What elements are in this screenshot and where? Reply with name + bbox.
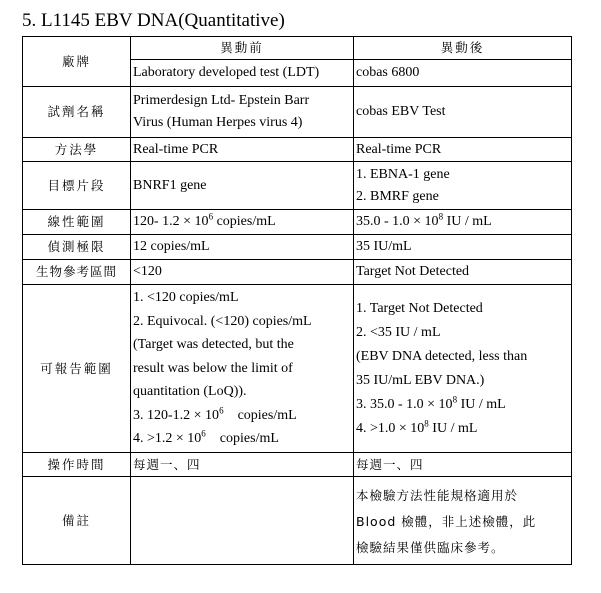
note-before [131, 477, 354, 565]
target-before: BNRF1 gene [131, 162, 354, 210]
exponent: 6 [219, 405, 224, 416]
note-after-line-3: 檢驗結果僅供臨床參考。 [356, 540, 505, 555]
schedule-before: 每週一、四 [131, 453, 354, 477]
row-label-note: 備註 [23, 477, 131, 565]
report-before-line-2: 2. Equivocal. (<120) copies/mL [133, 313, 312, 329]
row-label-brand: 廠牌 [23, 37, 131, 87]
report-after-line-3: (EBV DNA detected, less than [356, 348, 528, 364]
comparison-table [22, 36, 572, 565]
report-after-line-2: 2. <35 IU / mL [356, 324, 441, 340]
row-label-method: 方法學 [23, 138, 131, 162]
report-before-line-5: quantitation (LoQ)). [133, 384, 247, 400]
report-before-line-6: 3. $120-1.2 \times 10^6$ copies/mL [133, 405, 297, 423]
ref-after: Target Not Detected [354, 260, 572, 285]
report-after [354, 285, 572, 453]
report-after-line-4: 35 IU/mL EBV DNA.) [356, 372, 485, 388]
reagent-before-line-2: Virus (Human Herpes virus 4) [133, 115, 303, 130]
table-row-brand [23, 37, 572, 60]
exponent: 8 [424, 417, 429, 428]
linear-before: 120- $1.2 \times 10^6$ copies/mL [131, 210, 354, 235]
column-header-after: 異動後 [354, 37, 572, 60]
target-after-line-1: 1. EBNA-1 gene [356, 166, 450, 182]
reagent-after: cobas EBV Test [354, 87, 572, 138]
document-title: 5. L1145 EBV DNA(Quantitative) [22, 10, 285, 31]
table-row-note [23, 477, 572, 565]
row-label-ref: 生物參考區間 [23, 260, 131, 285]
table-row-reagent [23, 87, 572, 138]
table-row-schedule [23, 453, 572, 477]
column-header-before: 異動前 [131, 37, 354, 60]
row-label-reagent: 試劑名稱 [23, 87, 131, 138]
exponent: 8 [452, 393, 458, 404]
report-before-line-1: 1. <120 copies/mL [133, 290, 239, 306]
report-after-line-5: 3. $35.0 - 1.0 \times 10^8$ IU / mL [356, 393, 506, 412]
report-after-line-1: 1. Target Not Detected [356, 300, 483, 316]
reagent-before-line-1: Primerdesign Ltd- Epstein Barr [133, 93, 310, 108]
reagent-before [131, 87, 354, 138]
table-row-ref [23, 260, 572, 285]
method-before: Real-time PCR [131, 138, 354, 162]
table-row-lod [23, 235, 572, 260]
report-before-line-4: result was below the limit of [133, 360, 293, 376]
report-after-line-6: 4. $>1.0 \times 10^8$ IU / mL [356, 417, 478, 436]
brand-before: Laboratory developed test (LDT) [131, 60, 354, 87]
table-row-linear [23, 210, 572, 235]
exponent: 6 [201, 428, 206, 439]
exponent: 8 [438, 211, 444, 222]
table-row-report [23, 285, 572, 453]
target-after-line-2: 2. BMRF gene [356, 188, 439, 204]
target-after [354, 162, 572, 210]
schedule-after: 每週一、四 [354, 453, 572, 477]
row-label-target: 目標片段 [23, 162, 131, 210]
ref-before: <120 [131, 260, 354, 285]
row-label-schedule: 操作時間 [23, 453, 131, 477]
report-before [131, 285, 354, 453]
method-after: Real-time PCR [354, 138, 572, 162]
table-row-method [23, 138, 572, 162]
linear-after: $35.0 - 1.0 \times 10^8$ IU / mL [354, 210, 572, 235]
brand-after: cobas 6800 [354, 60, 572, 87]
lod-after: 35 IU/mL [354, 235, 572, 260]
row-label-linear: 線性範圍 [23, 210, 131, 235]
report-before-line-7: 4. $>1.2 \times 10^6$ copies/mL [133, 428, 279, 447]
note-after-line-2: Blood 檢體，非上述檢體，此 [356, 514, 537, 529]
row-label-lod: 偵測極限 [23, 235, 131, 260]
exponent: 6 [208, 211, 214, 222]
note-after [354, 477, 572, 565]
table-row-target [23, 162, 572, 210]
note-after-line-1: 本檢驗方法性能規格適用於 [356, 488, 519, 503]
report-before-line-3: (Target was detected, but the [133, 337, 294, 353]
row-label-report: 可報告範圍 [23, 285, 131, 453]
lod-before: 12 copies/mL [131, 235, 354, 260]
